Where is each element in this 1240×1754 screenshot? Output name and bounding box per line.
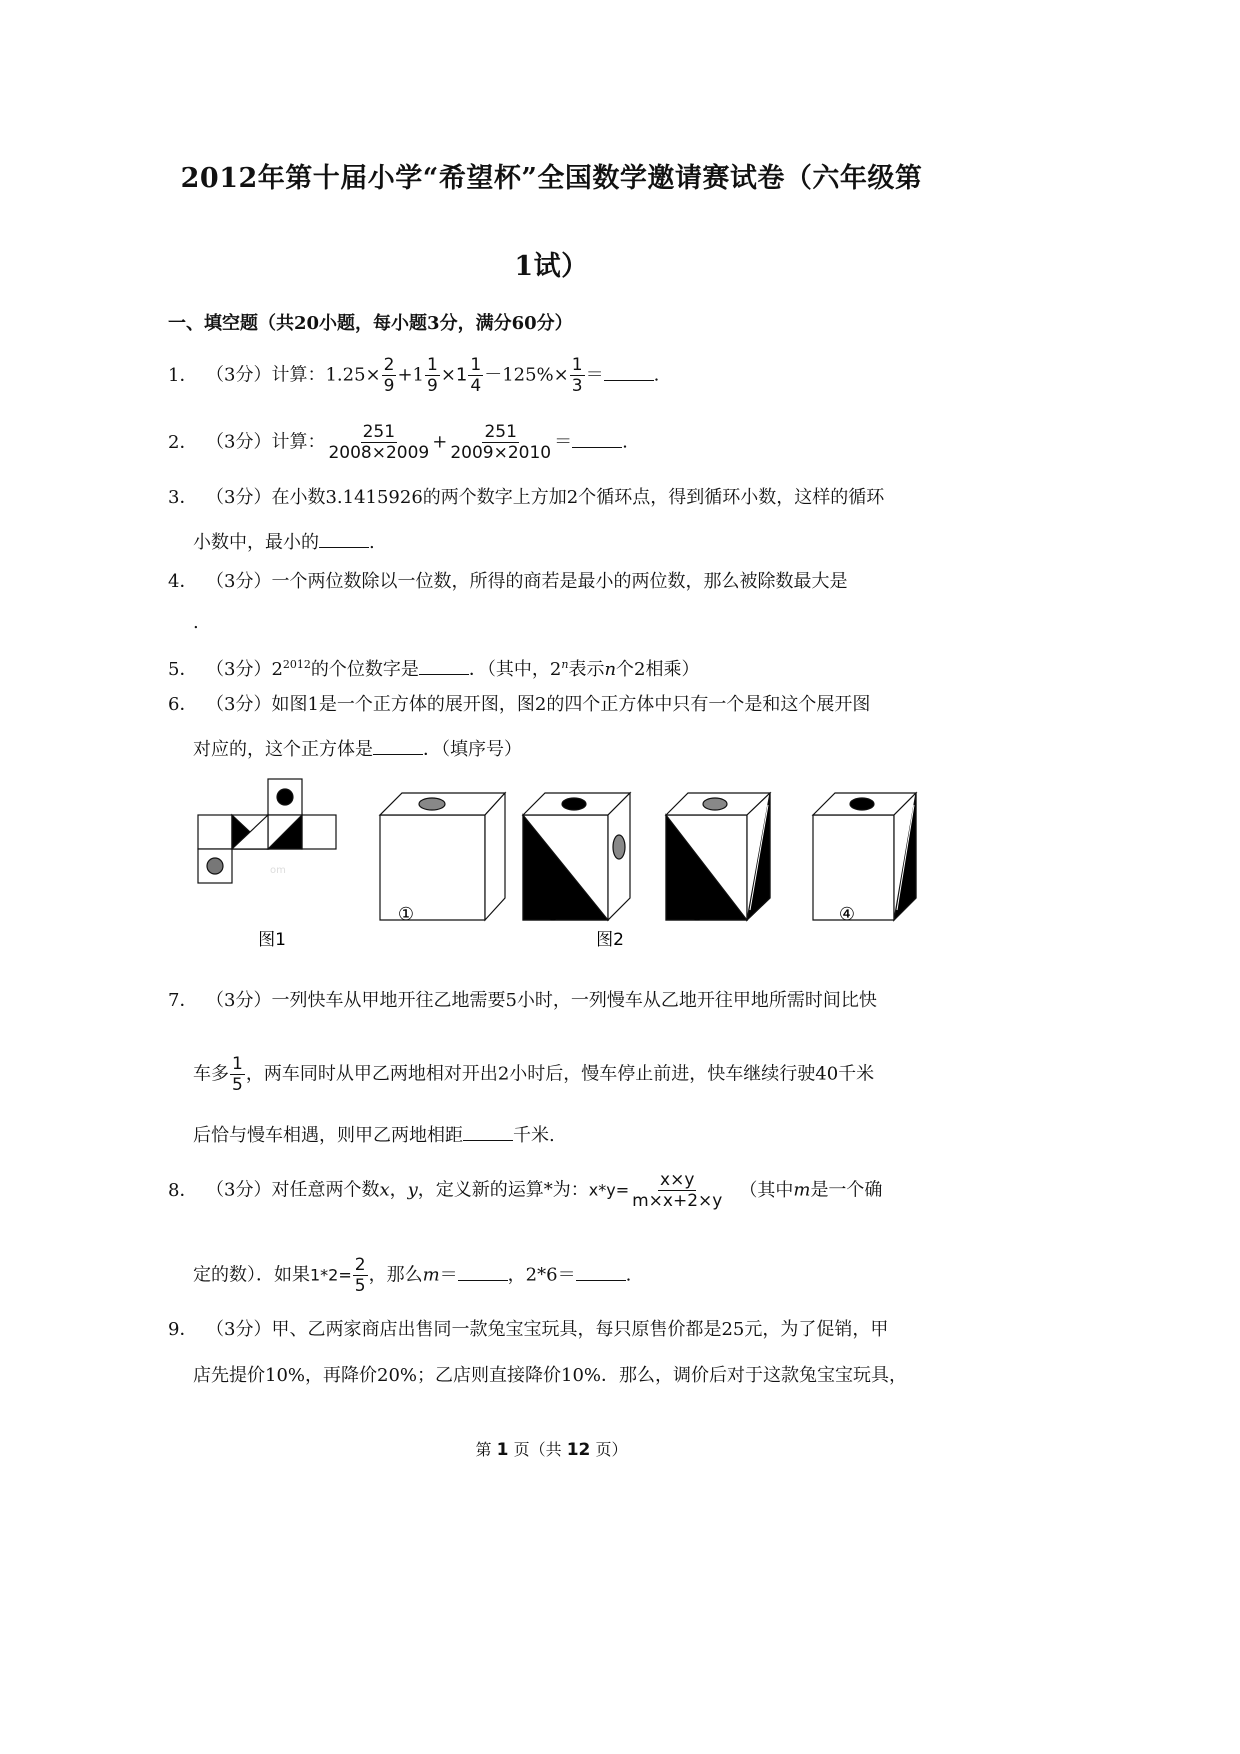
- cube-label-2: ②: [544, 904, 562, 925]
- variable: m: [793, 1179, 811, 1201]
- q8-text: 定的数）．如果: [193, 1264, 310, 1286]
- q5-text: 的个位数字是: [310, 659, 419, 680]
- q5-text: 个2相乘）: [616, 659, 700, 680]
- question-7-cont: [193, 1054, 874, 1095]
- fraction: [448, 422, 553, 463]
- denominator: 2008×2009: [328, 443, 430, 463]
- q1-text: ＝: [585, 364, 604, 386]
- question-7: [168, 988, 877, 1014]
- numerator: 251: [484, 422, 517, 442]
- q1-text: ×: [440, 364, 456, 386]
- exponent: n: [561, 658, 569, 671]
- q8-text: ＝: [439, 1264, 458, 1286]
- page-number: 1: [496, 1440, 509, 1460]
- fraction: [570, 355, 585, 396]
- cube-2: [523, 793, 630, 920]
- fraction: [230, 1054, 245, 1095]
- cube-label-4: ④: [838, 904, 856, 925]
- question-1: [168, 355, 659, 396]
- question-9: [168, 1317, 888, 1343]
- question-number: 6．: [168, 694, 198, 715]
- numerator: x×y: [660, 1170, 695, 1190]
- question-3: [168, 485, 884, 511]
- answer-blank: [419, 656, 469, 675]
- q1-text: .: [653, 364, 660, 386]
- exponent: 2012: [282, 658, 311, 671]
- q7-text: 千米.: [513, 1125, 555, 1146]
- question-5: [168, 652, 700, 683]
- numerator: 2: [354, 1255, 366, 1275]
- question-2: [168, 422, 628, 463]
- question-number: 8．: [168, 1179, 198, 1201]
- question-number: 7．: [168, 990, 198, 1011]
- title-line-1: 2012年第十届小学“希望杯”全国数学邀请赛试卷（六年级第: [180, 163, 923, 194]
- question-number: 9．: [168, 1319, 198, 1340]
- q6-line-1: （3分）如图1是一个正方体的展开图，图2的四个正方体中只有一个是和这个展开图: [206, 694, 871, 715]
- numerator: 1: [232, 1054, 243, 1074]
- question-6-cont: [193, 735, 522, 761]
- denominator: 4: [470, 376, 482, 396]
- question-3-cont: [193, 528, 375, 554]
- q7-line-1: （3分）一列快车从甲地开往乙地需要5小时，一列慢车从乙地开往甲地所需时间比快: [206, 990, 877, 1011]
- q8-text: ，那么: [368, 1264, 423, 1286]
- fraction: [468, 355, 483, 396]
- footer-text: 第: [475, 1440, 492, 1459]
- q1-text: －125%×: [484, 364, 569, 386]
- q2-text: ＝: [554, 431, 573, 453]
- question-number: 3．: [168, 487, 198, 508]
- mixed-whole: 1: [455, 364, 468, 386]
- q2-text: .: [622, 431, 628, 453]
- q8-text: ，定义新的运算*为：: [417, 1179, 589, 1201]
- q7-text: ，两车同时从甲乙两地相对开出2小时后，慢车停止前进，快车继续行驶40千米: [245, 1063, 875, 1085]
- q8-text: 是一个确: [810, 1179, 883, 1201]
- fraction: [353, 1255, 368, 1296]
- section-heading: 一、填空题（共20小题，每小题3分，满分60分）: [168, 313, 573, 334]
- denominator: 9: [427, 376, 438, 396]
- q9-line-1: （3分）甲、乙两家商店出售同一款兔宝宝玩具，每只原售价都是25元，为了促销，甲: [206, 1319, 889, 1340]
- answer-blank: [463, 1122, 513, 1141]
- q8-text: ，2*6＝: [507, 1264, 576, 1286]
- question-8-cont: [193, 1255, 631, 1296]
- variable: y: [407, 1179, 418, 1201]
- answer-blank: [458, 1262, 508, 1281]
- page-footer: [0, 1437, 1103, 1460]
- numerator: 1: [470, 355, 482, 375]
- fig1-label: 图1: [258, 930, 286, 950]
- question-number: 1．: [168, 364, 198, 386]
- q4-line-1: （3分）一个两位数除以一位数，所得的商若是最小的两位数，那么被除数最大是: [206, 571, 848, 592]
- q3-line-1: （3分）在小数3.1415926的两个数字上方加2个循环点，得到循环小数，这样的循环: [206, 487, 885, 508]
- q1-text: （3分）计算：1.25×: [206, 364, 381, 386]
- numerator: 2: [383, 355, 395, 375]
- footer-text: 页）: [595, 1440, 628, 1459]
- q7-text: 车多: [193, 1063, 229, 1085]
- fig2-label: 图2: [596, 930, 624, 950]
- q3-line-2: 小数中，最小的: [193, 532, 319, 553]
- formula-lhs: x*y=: [588, 1180, 630, 1200]
- q5-text: 表示: [568, 659, 605, 680]
- q8-text: （其中: [739, 1179, 794, 1201]
- question-number: 4．: [168, 571, 198, 592]
- title-line-2: 1试）: [514, 251, 589, 282]
- denominator: 2009×2010: [450, 443, 552, 463]
- variable: n: [604, 659, 617, 680]
- denominator: 9: [383, 376, 395, 396]
- answer-blank: [373, 736, 423, 755]
- q2-text: （3分）计算：: [206, 431, 326, 453]
- question-4-cont: .: [193, 612, 199, 633]
- q5-text: ．（其中，2: [468, 659, 562, 680]
- question-number: 2．: [168, 431, 198, 453]
- q2-text: +: [432, 431, 448, 453]
- cube-4: [813, 793, 916, 920]
- question-8: [168, 1170, 882, 1211]
- page-total: 12: [566, 1440, 591, 1460]
- fraction: [326, 422, 431, 463]
- q6-line-2: 对应的，这个正方体是: [193, 739, 373, 760]
- fraction: [382, 355, 397, 396]
- denominator: 5: [354, 1276, 366, 1296]
- question-4: [168, 569, 847, 595]
- cube-label-3: ③: [688, 904, 706, 925]
- question-6: [168, 692, 870, 718]
- answer-blank: [572, 429, 622, 448]
- denominator: m×x+2×y: [632, 1191, 723, 1211]
- cube-figure: [190, 775, 950, 955]
- formula-lhs: 1*2=: [310, 1265, 352, 1285]
- denominator: 3: [571, 376, 583, 396]
- answer-blank: [604, 362, 654, 381]
- variable: x: [379, 1179, 390, 1201]
- fraction: [425, 355, 440, 396]
- variable: m: [422, 1264, 440, 1286]
- denominator: 5: [232, 1075, 243, 1095]
- cube-net: [198, 779, 336, 883]
- cube-label-1: ①: [397, 904, 415, 925]
- q3-text: .: [369, 532, 375, 553]
- question-7-cont-2: [193, 1121, 555, 1147]
- q6-text: ．（填序号）: [423, 739, 522, 760]
- question-9-cont: 店先提价10%，再降价20%；乙店则直接降价10%．那么，调价后对于这款兔宝宝玩具，: [193, 1365, 908, 1386]
- q8-text: .: [625, 1264, 632, 1286]
- cube-1: [380, 793, 505, 920]
- question-number: 5．: [168, 659, 198, 680]
- footer-text: 页（共: [513, 1440, 562, 1459]
- numerator: 1: [571, 355, 583, 375]
- fraction: [630, 1170, 724, 1211]
- q8-text: （3分）对任意两个数: [206, 1179, 380, 1201]
- numerator: 1: [427, 355, 438, 375]
- answer-blank: [319, 529, 369, 548]
- q5-text: （3分）2: [206, 659, 283, 680]
- q7-text: 后恰与慢车相遇，则甲乙两地相距: [193, 1125, 463, 1146]
- watermark: om: [270, 865, 286, 876]
- answer-blank: [576, 1262, 626, 1281]
- numerator: 251: [362, 422, 396, 442]
- q8-text: ，: [389, 1179, 408, 1201]
- q1-text: +1: [397, 364, 424, 386]
- cube-3: [666, 793, 770, 920]
